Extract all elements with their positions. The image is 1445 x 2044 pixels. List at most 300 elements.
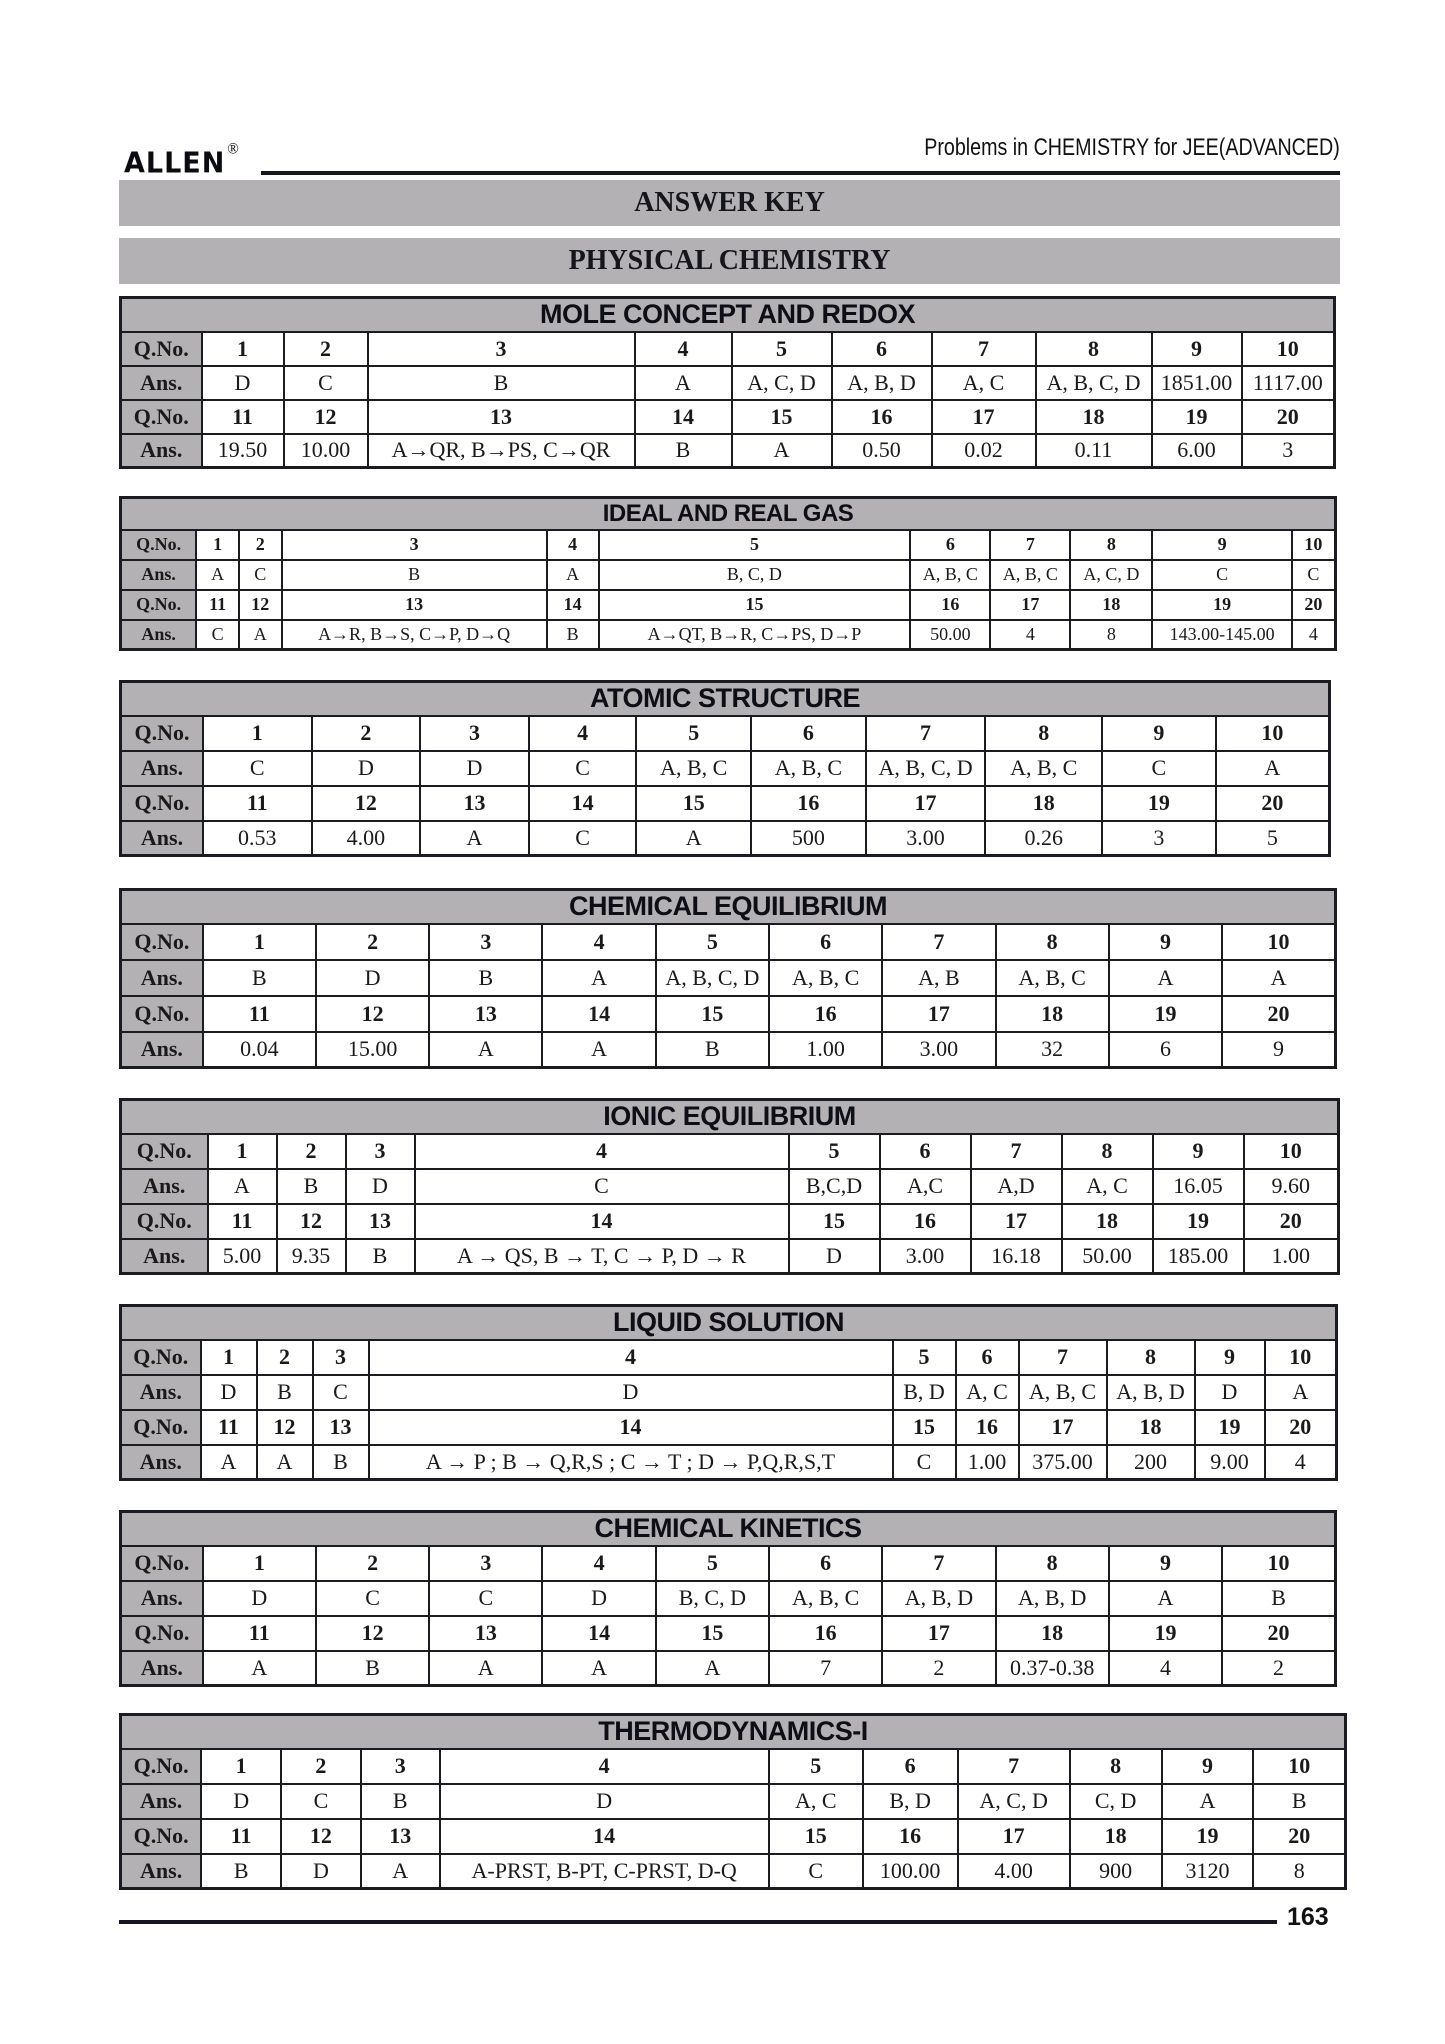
answer-cell: C [316, 1581, 429, 1616]
answer-cell: 3.00 [866, 821, 986, 856]
qno-row [121, 1134, 1339, 1169]
question-number-cell: 11 [203, 996, 316, 1032]
question-number-cell: 13 [429, 1616, 542, 1651]
question-number-cell: 8 [996, 924, 1109, 960]
question-number-cell: 6 [769, 924, 882, 960]
qno-row [121, 400, 1335, 434]
question-number-cell: 8 [1062, 1134, 1153, 1169]
logo-text: ALLEN [124, 147, 226, 180]
answer-cell: 8 [1070, 620, 1152, 650]
answer-cell: A [1109, 1581, 1222, 1616]
page-header [119, 130, 1340, 178]
question-number-cell: 15 [656, 1616, 769, 1651]
answer-cell: 0.11 [1036, 434, 1152, 468]
answer-cell: 0.04 [203, 1032, 316, 1068]
question-number-cell: 13 [429, 996, 542, 1032]
question-number-cell: 5 [893, 1340, 956, 1375]
answer-cell: C [281, 1784, 361, 1819]
question-number-cell: 2 [316, 1546, 429, 1581]
answer-cell: B [346, 1239, 415, 1274]
answer-cell: B [257, 1375, 313, 1410]
question-number-cell: 10 [1244, 1134, 1339, 1169]
answer-cell: A [1109, 960, 1222, 996]
question-number-cell: 14 [547, 590, 599, 620]
qno-label: Q.No. [121, 996, 203, 1032]
answer-cell: B [368, 366, 635, 400]
question-number-cell: 8 [1107, 1340, 1195, 1375]
question-number-cell: 9 [1162, 1749, 1254, 1784]
question-number-cell: 2 [312, 716, 421, 751]
ans-row [121, 366, 1335, 400]
answer-cell: 3.00 [882, 1032, 995, 1068]
answer-cell: D [201, 1375, 257, 1410]
qno-label: Q.No. [121, 786, 203, 821]
answer-cell: 8 [1253, 1854, 1345, 1889]
answer-cell: A, B, D [882, 1581, 995, 1616]
answer-cell: A, B [882, 960, 995, 996]
table-title: THERMODYNAMICS-I [121, 1715, 1346, 1749]
question-number-cell: 2 [257, 1340, 313, 1375]
ans-row [121, 1445, 1337, 1480]
section-ideal-real-gas [119, 496, 1337, 651]
answer-cell: C [529, 751, 637, 786]
answer-cell: 0.50 [832, 434, 932, 468]
qno-label: Q.No. [121, 590, 197, 620]
question-number-cell: 5 [656, 924, 769, 960]
question-number-cell: 12 [312, 786, 421, 821]
answer-cell: A [542, 1651, 655, 1686]
question-number-cell: 17 [958, 1819, 1070, 1854]
header-rule [261, 171, 1340, 175]
answer-cell: D [201, 1784, 281, 1819]
qno-label: Q.No. [121, 1546, 203, 1581]
question-number-cell: 17 [990, 590, 1070, 620]
section-mole-concept [119, 296, 1336, 469]
question-number-cell: 16 [956, 1410, 1019, 1445]
question-number-cell: 19 [1102, 786, 1216, 821]
table-title: MOLE CONCEPT AND REDOX [121, 298, 1335, 332]
answer-cell: A, B, C [985, 751, 1102, 786]
table-title: CHEMICAL KINETICS [121, 1512, 1336, 1546]
answer-cell: B, C, D [656, 1581, 769, 1616]
answer-cell: A, C, D [1070, 560, 1152, 590]
answer-cell: 5 [1216, 821, 1330, 856]
question-number-cell: 16 [910, 590, 990, 620]
question-number-cell: 15 [636, 786, 751, 821]
answer-cell: A, B, C, D [866, 751, 986, 786]
ans-row [121, 821, 1330, 856]
answer-cell: 1.00 [769, 1032, 882, 1068]
question-number-cell: 5 [656, 1546, 769, 1581]
question-number-cell: 10 [1253, 1749, 1345, 1784]
answer-cell: A→QR, B→PS, C→QR [368, 434, 635, 468]
question-number-cell: 12 [316, 996, 429, 1032]
qno-label: Q.No. [121, 1616, 203, 1651]
answer-cell: A,C [880, 1169, 971, 1204]
question-number-cell: 7 [882, 1546, 995, 1581]
question-number-cell: 13 [420, 786, 529, 821]
question-number-cell: 6 [832, 332, 932, 366]
qno-label: Q.No. [121, 1204, 208, 1239]
answer-cell: 375.00 [1019, 1445, 1107, 1480]
question-number-cell: 7 [1019, 1340, 1107, 1375]
answer-cell: C [529, 821, 637, 856]
question-number-cell: 7 [932, 332, 1036, 366]
answer-cell: A, B, D [1107, 1375, 1195, 1410]
answer-cell: B [277, 1169, 346, 1204]
question-number-cell: 10 [1265, 1340, 1337, 1375]
answer-cell: 900 [1070, 1854, 1162, 1889]
answer-cell: A→QT, B→R, C→PS, D→P [599, 620, 911, 650]
answer-cell: 2 [1222, 1651, 1335, 1686]
question-number-cell: 2 [316, 924, 429, 960]
answer-table [119, 296, 1336, 469]
question-number-cell: 15 [732, 400, 832, 434]
answer-cell: 32 [996, 1032, 1109, 1068]
question-number-cell: 1 [202, 332, 284, 366]
answer-cell: 3120 [1162, 1854, 1254, 1889]
question-number-cell: 3 [429, 1546, 542, 1581]
answer-cell: D [440, 1784, 769, 1819]
table-title: IDEAL AND REAL GAS [121, 498, 1336, 530]
question-number-cell: 4 [542, 1546, 655, 1581]
answer-cell: A→R, B→S, C→P, D→Q [282, 620, 547, 650]
qno-label: Q.No. [121, 400, 202, 434]
question-number-cell: 19 [1195, 1410, 1265, 1445]
answer-cell: B,C,D [789, 1169, 880, 1204]
qno-label: Q.No. [121, 332, 202, 366]
answer-cell: 19.50 [202, 434, 284, 468]
answer-cell: 4 [990, 620, 1070, 650]
answer-cell: B [361, 1784, 440, 1819]
question-number-cell: 9 [1195, 1340, 1265, 1375]
answer-cell: 9.35 [277, 1239, 346, 1274]
answer-table [119, 1098, 1340, 1275]
question-number-cell: 7 [958, 1749, 1070, 1784]
question-number-cell: 14 [542, 1616, 655, 1651]
answer-cell: 5.00 [208, 1239, 277, 1274]
question-number-cell: 6 [956, 1340, 1019, 1375]
section-chemical-kinetics [119, 1510, 1337, 1687]
question-number-cell: 5 [636, 716, 751, 751]
qno-row [121, 786, 1330, 821]
question-number-cell: 1 [203, 1546, 316, 1581]
ans-row [121, 1169, 1339, 1204]
answer-cell: A [542, 1032, 655, 1068]
ans-row [121, 560, 1336, 590]
answer-cell: 0.37-0.38 [996, 1651, 1109, 1686]
question-number-cell: 14 [542, 996, 655, 1032]
question-number-cell: 16 [769, 1616, 882, 1651]
ans-row [121, 1784, 1346, 1819]
question-number-cell: 11 [201, 1819, 281, 1854]
ans-label: Ans. [121, 434, 202, 468]
question-number-cell: 13 [368, 400, 635, 434]
question-number-cell: 14 [415, 1204, 789, 1239]
answer-cell: D [202, 366, 284, 400]
question-number-cell: 12 [316, 1616, 429, 1651]
answer-cell: D [420, 751, 529, 786]
qno-row [121, 716, 1330, 751]
question-number-cell: 19 [1109, 996, 1222, 1032]
answer-cell: A, B, C [910, 560, 990, 590]
answer-cell: 16.18 [971, 1239, 1062, 1274]
answer-table [119, 496, 1337, 651]
question-number-cell: 6 [910, 530, 990, 560]
answer-cell: 9.60 [1244, 1169, 1339, 1204]
section-chemical-equilibrium [119, 888, 1337, 1069]
section-ionic-equilibrium [119, 1098, 1340, 1275]
question-number-cell: 6 [863, 1749, 958, 1784]
answer-cell: A [636, 821, 751, 856]
question-number-cell: 17 [932, 400, 1036, 434]
ans-label: Ans. [121, 620, 197, 650]
footer-rule [119, 1920, 1277, 1924]
answer-cell: A, B, C [996, 960, 1109, 996]
answer-cell: C [769, 1854, 863, 1889]
answer-cell: D [203, 1581, 316, 1616]
answer-cell: A, B, C [751, 751, 866, 786]
question-number-cell: 16 [863, 1819, 958, 1854]
question-number-cell: 9 [1152, 530, 1291, 560]
question-number-cell: 3 [368, 332, 635, 366]
question-number-cell: 5 [769, 1749, 863, 1784]
qno-row [121, 530, 1336, 560]
answer-cell: B, D [893, 1375, 956, 1410]
table-title: IONIC EQUILIBRIUM [121, 1100, 1339, 1134]
answer-cell: 6 [1109, 1032, 1222, 1068]
question-number-cell: 14 [440, 1819, 769, 1854]
qno-label: Q.No. [121, 1134, 208, 1169]
answer-cell: A, C, D [732, 366, 832, 400]
section-liquid-solution [119, 1304, 1338, 1481]
answer-cell: 9.00 [1195, 1445, 1265, 1480]
answer-key-banner: ANSWER KEY [119, 180, 1340, 226]
qno-label: Q.No. [121, 1410, 201, 1445]
question-number-cell: 17 [866, 786, 986, 821]
question-number-cell: 20 [1242, 400, 1335, 434]
ans-label: Ans. [121, 1169, 208, 1204]
qno-row [121, 1616, 1336, 1651]
question-number-cell: 11 [202, 400, 284, 434]
answer-cell: 0.02 [932, 434, 1036, 468]
question-number-cell: 2 [239, 530, 282, 560]
ans-row [121, 1854, 1346, 1889]
question-number-cell: 11 [201, 1410, 257, 1445]
answer-cell: A, C, D [958, 1784, 1070, 1819]
answer-cell: 100.00 [863, 1854, 958, 1889]
qno-label: Q.No. [121, 924, 203, 960]
answer-cell: A, C [956, 1375, 1019, 1410]
qno-row [121, 1819, 1346, 1854]
answer-cell: A [1216, 751, 1330, 786]
ans-label: Ans. [121, 366, 202, 400]
question-number-cell: 7 [971, 1134, 1062, 1169]
answer-cell: A, C [769, 1784, 863, 1819]
question-number-cell: 13 [346, 1204, 415, 1239]
answer-cell: C [284, 366, 368, 400]
ans-label: Ans. [121, 1854, 202, 1889]
answer-cell: B [282, 560, 547, 590]
question-number-cell: 4 [415, 1134, 789, 1169]
question-number-cell: 3 [420, 716, 529, 751]
question-number-cell: 16 [880, 1204, 971, 1239]
answer-cell: C, D [1070, 1784, 1162, 1819]
answer-cell: B [313, 1445, 369, 1480]
answer-cell: 1.00 [1244, 1239, 1339, 1274]
answer-table [119, 888, 1337, 1069]
question-number-cell: 18 [1070, 1819, 1162, 1854]
answer-cell: C [203, 751, 312, 786]
question-number-cell: 2 [277, 1134, 346, 1169]
question-number-cell: 14 [529, 786, 637, 821]
answer-cell: 1117.00 [1242, 366, 1335, 400]
question-number-cell: 9 [1109, 1546, 1222, 1581]
question-number-cell: 4 [542, 924, 655, 960]
ans-row [121, 1651, 1336, 1686]
question-number-cell: 1 [203, 924, 316, 960]
qno-label: Q.No. [121, 1340, 201, 1375]
page-number: 163 [1287, 1903, 1329, 1931]
question-number-cell: 12 [281, 1819, 361, 1854]
qno-row [121, 1340, 1337, 1375]
qno-label: Q.No. [121, 716, 203, 751]
answer-cell: A, B, C, D [656, 960, 769, 996]
answer-cell: C [1292, 560, 1336, 590]
question-number-cell: 12 [239, 590, 282, 620]
answer-cell: C [196, 620, 239, 650]
answer-cell: 2 [882, 1651, 995, 1686]
answer-cell: B [316, 1651, 429, 1686]
question-number-cell: 18 [1107, 1410, 1195, 1445]
subject-banner: PHYSICAL CHEMISTRY [119, 238, 1340, 284]
qno-row [121, 332, 1335, 366]
answer-cell: A [420, 821, 529, 856]
question-number-cell: 15 [893, 1410, 956, 1445]
question-number-cell: 16 [832, 400, 932, 434]
question-number-cell: 7 [990, 530, 1070, 560]
answer-cell: D [281, 1854, 361, 1889]
ans-row [121, 434, 1335, 468]
question-number-cell: 3 [282, 530, 547, 560]
question-number-cell: 18 [1062, 1204, 1153, 1239]
answer-cell: 3 [1242, 434, 1335, 468]
question-number-cell: 12 [277, 1204, 346, 1239]
answer-cell: 185.00 [1153, 1239, 1244, 1274]
ans-label: Ans. [121, 960, 203, 996]
answer-cell: 3.00 [880, 1239, 971, 1274]
question-number-cell: 8 [996, 1546, 1109, 1581]
question-number-cell: 19 [1152, 590, 1291, 620]
answer-cell: A [1222, 960, 1335, 996]
question-number-cell: 7 [882, 924, 995, 960]
question-number-cell: 20 [1244, 1204, 1339, 1239]
qno-row [121, 1204, 1339, 1239]
qno-label: Q.No. [121, 530, 197, 560]
answer-cell: A, B, C [769, 960, 882, 996]
question-number-cell: 1 [196, 530, 239, 560]
answer-cell: B, C, D [599, 560, 911, 590]
answer-cell: A, B, D [832, 366, 932, 400]
question-number-cell: 11 [203, 1616, 316, 1651]
question-number-cell: 3 [313, 1340, 369, 1375]
question-number-cell: 20 [1265, 1410, 1337, 1445]
answer-cell: A [542, 960, 655, 996]
question-number-cell: 16 [751, 786, 866, 821]
question-number-cell: 15 [656, 996, 769, 1032]
ans-label: Ans. [121, 1651, 203, 1686]
question-number-cell: 9 [1102, 716, 1216, 751]
answer-cell: D [542, 1581, 655, 1616]
question-number-cell: 15 [789, 1204, 880, 1239]
answer-cell: A, B, C [769, 1581, 882, 1616]
question-number-cell: 15 [599, 590, 911, 620]
answer-table [119, 1510, 1337, 1687]
qno-row [121, 1410, 1337, 1445]
question-number-cell: 14 [369, 1410, 893, 1445]
question-number-cell: 1 [208, 1134, 277, 1169]
question-number-cell: 20 [1222, 1616, 1335, 1651]
question-number-cell: 17 [1019, 1410, 1107, 1445]
answer-cell: D [1195, 1375, 1265, 1410]
answer-cell: A, B, C [636, 751, 751, 786]
answer-cell: A [208, 1169, 277, 1204]
question-number-cell: 8 [1070, 530, 1152, 560]
ans-row [121, 960, 1336, 996]
question-number-cell: 6 [769, 1546, 882, 1581]
registered-mark: ® [227, 140, 240, 158]
table-title: CHEMICAL EQUILIBRIUM [121, 890, 1336, 924]
question-number-cell: 9 [1152, 332, 1242, 366]
answer-cell: D [312, 751, 421, 786]
answer-cell: B [1253, 1784, 1345, 1819]
answer-cell: C [415, 1169, 789, 1204]
qno-label: Q.No. [121, 1819, 202, 1854]
answer-cell: 50.00 [910, 620, 990, 650]
qno-row [121, 590, 1336, 620]
question-number-cell: 15 [769, 1819, 863, 1854]
answer-cell: 0.53 [203, 821, 312, 856]
answer-cell: D [789, 1239, 880, 1274]
ans-label: Ans. [121, 1445, 201, 1480]
answer-cell: 1851.00 [1152, 366, 1242, 400]
question-number-cell: 2 [281, 1749, 361, 1784]
question-number-cell: 4 [369, 1340, 893, 1375]
question-number-cell: 5 [599, 530, 911, 560]
ans-label: Ans. [121, 1784, 202, 1819]
question-number-cell: 19 [1153, 1204, 1244, 1239]
question-number-cell: 18 [996, 996, 1109, 1032]
answer-cell: D [369, 1375, 893, 1410]
answer-cell: B [429, 960, 542, 996]
answer-cell: B [635, 434, 732, 468]
question-number-cell: 11 [203, 786, 312, 821]
ans-row [121, 1375, 1337, 1410]
question-number-cell: 10 [1222, 1546, 1335, 1581]
answer-cell: 9 [1222, 1032, 1335, 1068]
answer-cell: D [316, 960, 429, 996]
answer-cell: A → P ; B → Q,R,S ; C → T ; D → P,Q,R,S,T [369, 1445, 893, 1480]
question-number-cell: 20 [1292, 590, 1336, 620]
question-number-cell: 1 [201, 1749, 281, 1784]
answer-cell: 10.00 [284, 434, 368, 468]
answer-cell: B [656, 1032, 769, 1068]
question-number-cell: 18 [985, 786, 1102, 821]
question-number-cell: 14 [635, 400, 732, 434]
answer-cell: 7 [769, 1651, 882, 1686]
answer-cell: A, C [932, 366, 1036, 400]
question-number-cell: 13 [282, 590, 547, 620]
